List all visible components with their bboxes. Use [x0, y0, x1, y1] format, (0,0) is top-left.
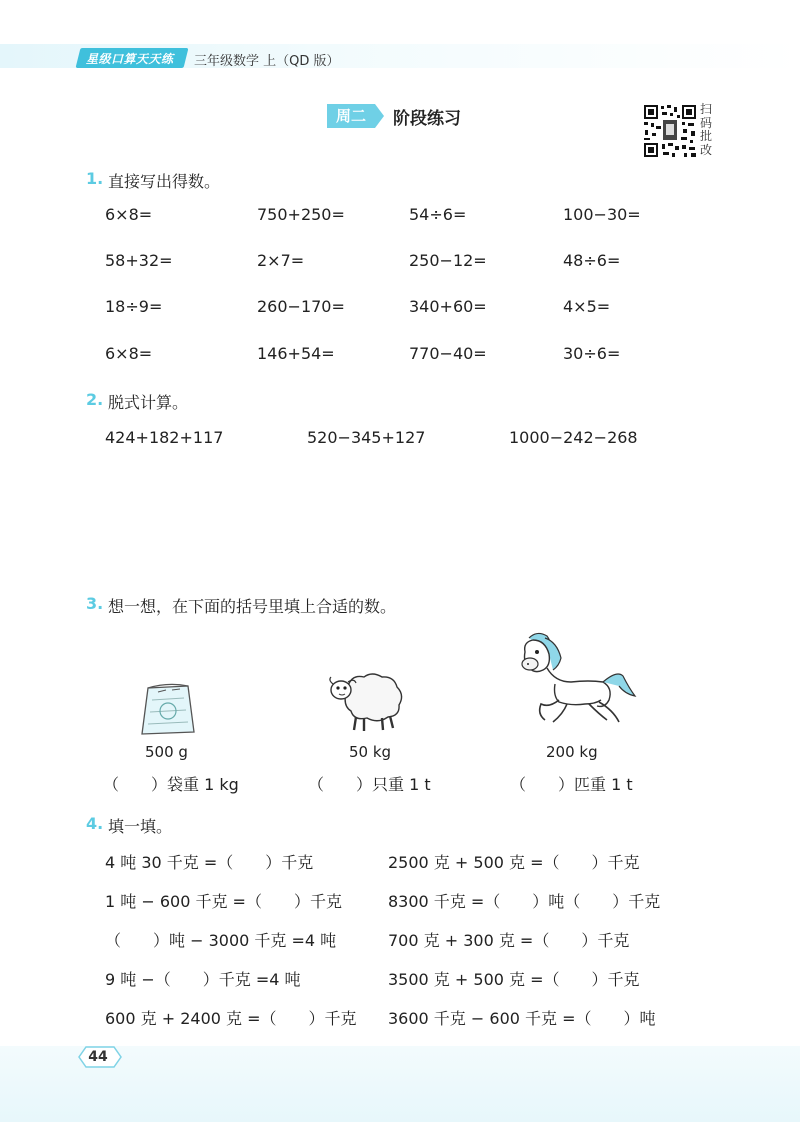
- flour-bag-illustration: [138, 680, 198, 738]
- oral-calc-item: 6×8=: [105, 344, 153, 363]
- section-2-title: 脱式计算。: [108, 393, 189, 412]
- section-4-number: 4.: [86, 814, 104, 833]
- oral-calc-item: 340+60=: [409, 297, 487, 316]
- section-3-number: 3.: [86, 594, 104, 613]
- book-title: 三年级数学 上（QD 版）: [194, 54, 340, 69]
- qr-code-icon[interactable]: [642, 103, 698, 159]
- oral-calc-item: 750+250=: [257, 205, 345, 224]
- unit-conversion-item: 3600 千克 − 600 千克 =（ ）吨: [388, 1009, 656, 1028]
- section-2-number: 2.: [86, 390, 104, 409]
- horse-illustration: [515, 630, 639, 730]
- section-1-title: 直接写出得数。: [108, 172, 221, 191]
- section-4-title: 填一填。: [108, 817, 173, 836]
- qr-label: [700, 103, 714, 157]
- oral-calc-item: 100−30=: [563, 205, 641, 224]
- section-3-title: 想一想，在下面的括号里填上合适的数。: [108, 597, 397, 616]
- day-badge-arrow: [375, 104, 384, 128]
- oral-calc-item: 4×5=: [563, 297, 611, 316]
- fill-blank-item: （ ）只重 1 t: [308, 775, 431, 794]
- unit-conversion-item: 4 吨 30 千克 =（ ）千克: [105, 853, 314, 872]
- series-name: 星级口算天天练: [86, 52, 174, 66]
- stepwise-calc-item: 424+182+117: [105, 428, 224, 447]
- section-1-number: 1.: [86, 169, 104, 188]
- unit-conversion-item: （ ）吨 − 3000 千克 =4 吨: [105, 931, 337, 950]
- oral-calc-item: 146+54=: [257, 344, 335, 363]
- unit-conversion-item: 1 吨 − 600 千克 =（ ）千克: [105, 892, 342, 911]
- oral-calc-item: 54÷6=: [409, 205, 467, 224]
- sheep-illustration: [326, 668, 406, 734]
- stepwise-calc-item: 1000−242−268: [509, 428, 638, 447]
- page-title: 阶段练习: [393, 109, 461, 129]
- oral-calc-item: 58+32=: [105, 251, 173, 270]
- oral-calc-item: 250−12=: [409, 251, 487, 270]
- oral-calc-item: 2×7=: [257, 251, 305, 270]
- oral-calc-item: 6×8=: [105, 205, 153, 224]
- qr-label-char: 扫: [700, 102, 713, 116]
- oral-calc-item: 260−170=: [257, 297, 345, 316]
- unit-conversion-item: 600 克 + 2400 克 =（ ）千克: [105, 1009, 357, 1028]
- page-number: 44: [88, 1049, 108, 1065]
- weight-label: 200 kg: [546, 743, 598, 761]
- oral-calc-item: 18÷9=: [105, 297, 163, 316]
- weight-label: 50 kg: [349, 743, 392, 761]
- unit-conversion-item: 8300 千克 =（ ）吨（ ）千克: [388, 892, 661, 911]
- qr-label-char: 改: [700, 142, 713, 157]
- fill-blank-item: （ ）袋重 1 kg: [103, 775, 239, 794]
- unit-conversion-item: 700 克 + 300 克 =（ ）千克: [388, 931, 630, 950]
- weight-label: 500 g: [145, 743, 188, 761]
- day-badge: 周二: [327, 104, 375, 128]
- stepwise-calc-item: 520−345+127: [307, 428, 426, 447]
- fill-blank-item: （ ）匹重 1 t: [510, 775, 633, 794]
- oral-calc-item: 770−40=: [409, 344, 487, 363]
- oral-calc-item: 48÷6=: [563, 251, 621, 270]
- oral-calc-item: 30÷6=: [563, 344, 621, 363]
- qr-label-char: 码: [700, 115, 713, 130]
- unit-conversion-item: 9 吨 −（ ）千克 =4 吨: [105, 970, 301, 989]
- qr-label-char: 批: [700, 129, 713, 143]
- unit-conversion-item: 2500 克 + 500 克 =（ ）千克: [388, 853, 640, 872]
- unit-conversion-item: 3500 克 + 500 克 =（ ）千克: [388, 970, 640, 989]
